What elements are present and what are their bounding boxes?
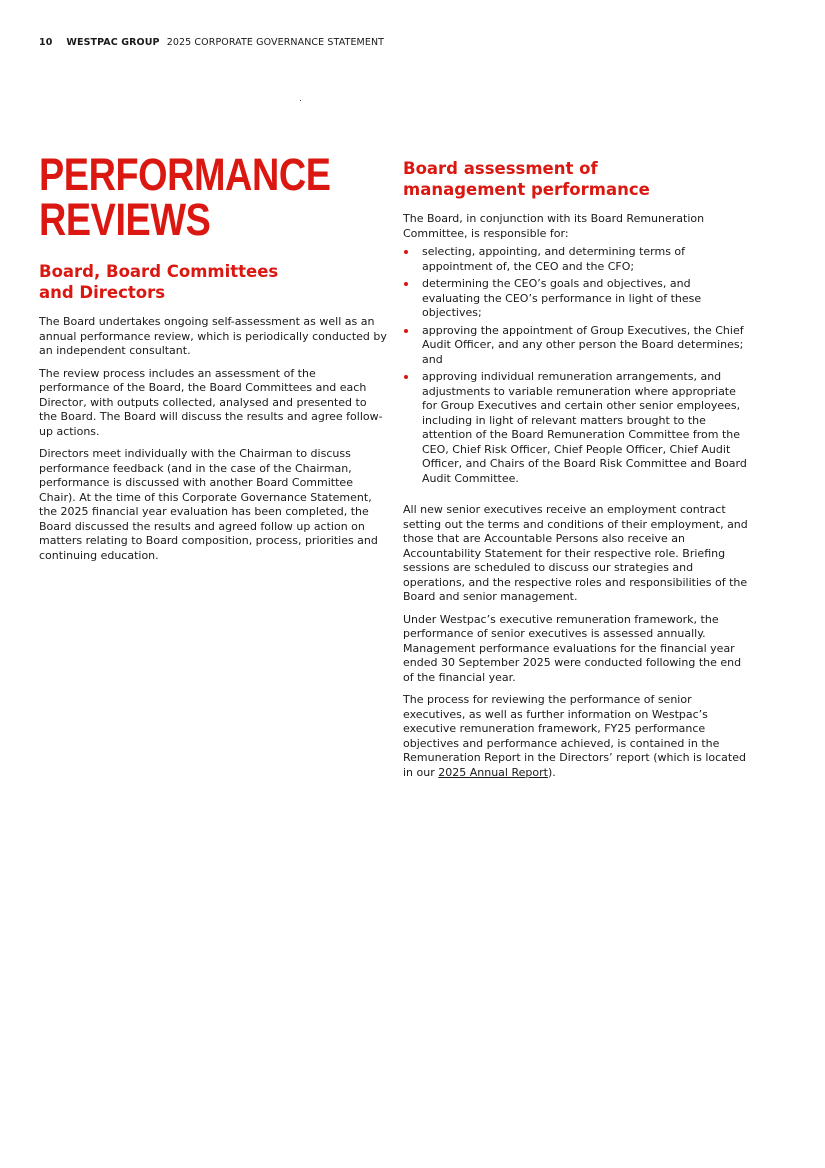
list-item (403, 324, 751, 368)
page-header (39, 37, 384, 48)
section-title-management-performance (403, 158, 751, 200)
bullet-icon (404, 375, 408, 379)
section-title-line-1: Board assessment of (403, 159, 598, 178)
paragraph-responsibilities-intro: The Board, in conjunction with its Board Remuneration Committee, is responsible for: (403, 212, 705, 240)
page-title (39, 149, 392, 245)
left-column (39, 149, 387, 571)
section-title-line-2: management performance (403, 180, 650, 199)
paragraph-directors-meet: Directors meet individually with the Chairman to discuss performance feedback (and in the case of the Chairman, performance is discussed with another Board Committee Chair). At the time of this Corporate Governance Statement, the 2025 financial year evaluation has been completed, the Board discussed the results and agreed follow up action on matters relating to Board composition, process, priorities and continuing education. (39, 447, 378, 562)
list-item-text: approving individual remuneration arrangements, and adjustments to variable remuneration where appropriate for Group Executives and certain other senior employees, including in light of relevant matters brought to the attention of the Board Remuneration Committee from the CEO, Chief Risk Officer, Chief People Officer, Chief Audit Officer, and Chairs of the Board Risk Committee and Board Audit Committee. (422, 370, 747, 485)
list-item (403, 245, 751, 274)
list-item (403, 370, 751, 486)
bullet-icon (404, 329, 408, 333)
list-item-text: approving the appointment of Group Executives, the Chief Audit Officer, and any other person the Board determines; and (422, 323, 744, 366)
responsibilities-list (403, 245, 751, 486)
document-title: 2025 CORPORATE GOVERNANCE STATEMENT (166, 37, 385, 48)
stray-dot (300, 100, 301, 101)
section-title-line-2: and Directors (39, 283, 166, 302)
list-item-text: selecting, appointing, and determining terms of appointment of, the CEO and the CFO; (422, 245, 686, 273)
paragraph-employment-contract: All new senior executives receive an employment contract setting out the terms and conditions of their employment, and those that are Accountable Persons also receive an Accountability Statement for their respective role. Briefing sessions are scheduled to discuss our strategies and operations, and the respective roles and responsibilities of the Board and senior management. (403, 503, 748, 603)
section-title-board-committees (39, 261, 387, 303)
page-title-line-1: PERFORMANCE (39, 149, 331, 200)
paragraph-remuneration-framework: Under Westpac’s executive remuneration framework, the performance of senior executives is assessed annually. Management performance evaluations for the financial year ended 30 September 2025 were conducted following the end of the financial year. (403, 612, 742, 684)
list-item (403, 277, 751, 321)
paragraph-self-assessment: The Board undertakes ongoing self-assessment as well as an annual performance review, which is periodically conducted by an independent consultant. (39, 315, 387, 357)
page-title-line-2: REVIEWS (39, 194, 211, 245)
paragraph-text-before-link: The process for reviewing the performance of senior executives, as well as further information on Westpac’s executive remuneration framework, FY25 performance objectives and performance achieved, is contained in the Remuneration Report in the Directors’ report (which is located in our (403, 693, 746, 779)
paragraph-review-process-executives (403, 693, 751, 780)
paragraph-review-process: The review process includes an assessment of the performance of the Board, the Board Committees and each Director, with outputs collected, analysed and presented to the Board. The Board will discuss the results and agree follow-up actions. (39, 366, 383, 438)
bullet-icon (404, 282, 408, 286)
brand-name: WESTPAC GROUP (66, 37, 160, 48)
paragraph-text-after-link: ). (547, 765, 556, 779)
annual-report-link[interactable]: 2025 Annual Report (438, 765, 548, 779)
right-column (403, 158, 751, 788)
list-item-text: determining the CEO’s goals and objectives, and evaluating the CEO’s performance in light of these objectives; (422, 277, 702, 319)
bullet-icon (404, 250, 408, 254)
section-title-line-1: Board, Board Committees (39, 262, 279, 281)
page-number: 10 (39, 37, 53, 48)
